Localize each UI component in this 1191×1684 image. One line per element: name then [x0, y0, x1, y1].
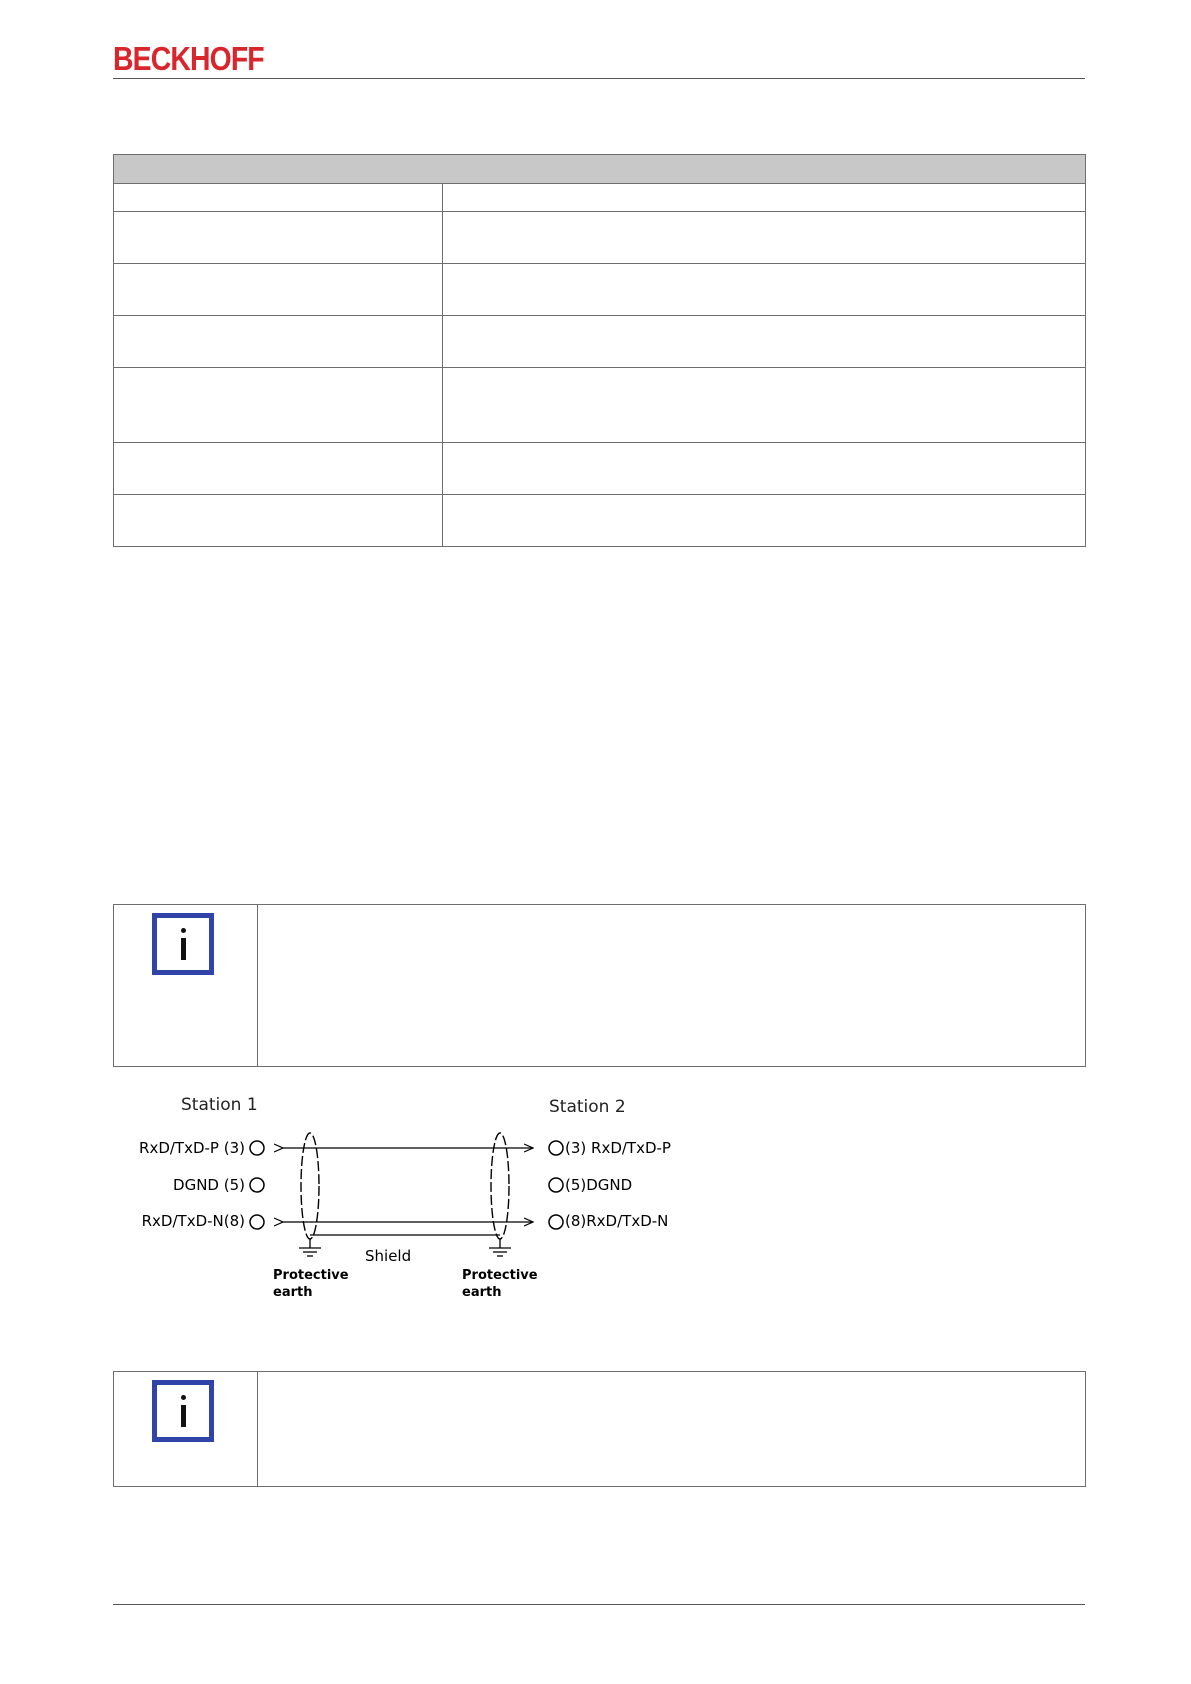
pin-circle	[250, 1178, 264, 1192]
note-icon-cell	[114, 905, 258, 1066]
header-divider	[113, 78, 1085, 79]
footer-divider	[113, 1604, 1085, 1605]
table-header-row	[114, 155, 1086, 184]
protective-earth-label: earth	[462, 1285, 502, 1300]
station2-title: Station 2	[549, 1097, 626, 1117]
left-pin-label: RxD/TxD-P (3)	[139, 1139, 245, 1157]
table-row	[114, 212, 1086, 264]
ground-icon	[299, 1239, 321, 1256]
table-row	[114, 264, 1086, 316]
brand-logo	[113, 42, 264, 76]
note-box	[113, 904, 1086, 1067]
specification-table	[113, 154, 1086, 547]
pin-circle	[549, 1141, 563, 1155]
info-icon	[152, 1380, 214, 1442]
protective-earth-label: Protective	[462, 1268, 538, 1283]
table-row	[114, 495, 1086, 547]
table-row	[114, 368, 1086, 443]
note-icon-cell	[114, 1372, 258, 1486]
pin-circle	[250, 1141, 264, 1155]
protective-earth-label: Protective	[273, 1268, 349, 1283]
shield-label: Shield	[365, 1247, 412, 1265]
pin-circle	[549, 1178, 563, 1192]
info-icon	[152, 913, 214, 975]
pin-circle	[549, 1215, 563, 1229]
table-row	[114, 184, 1086, 212]
protective-earth-label: earth	[273, 1285, 313, 1300]
ground-icon	[489, 1239, 511, 1256]
table-row	[114, 316, 1086, 368]
pin-circle	[250, 1215, 264, 1229]
left-pin-label: DGND (5)	[173, 1176, 245, 1194]
right-pin-label: (3) RxD/TxD-P	[565, 1139, 671, 1157]
rs485-wiring-diagram	[113, 1090, 713, 1310]
right-pin-label: (8)RxD/TxD-N	[565, 1212, 669, 1230]
left-pin-label: RxD/TxD-N(8)	[141, 1212, 245, 1230]
right-pin-label: (5)DGND	[565, 1176, 633, 1194]
note-box	[113, 1371, 1086, 1487]
brand-logo-text: BECKHOFF	[113, 40, 264, 77]
shield-ellipse-left	[301, 1133, 319, 1239]
table-row	[114, 443, 1086, 495]
station1-title: Station 1	[181, 1095, 258, 1115]
shield-ellipse-right	[491, 1133, 509, 1239]
